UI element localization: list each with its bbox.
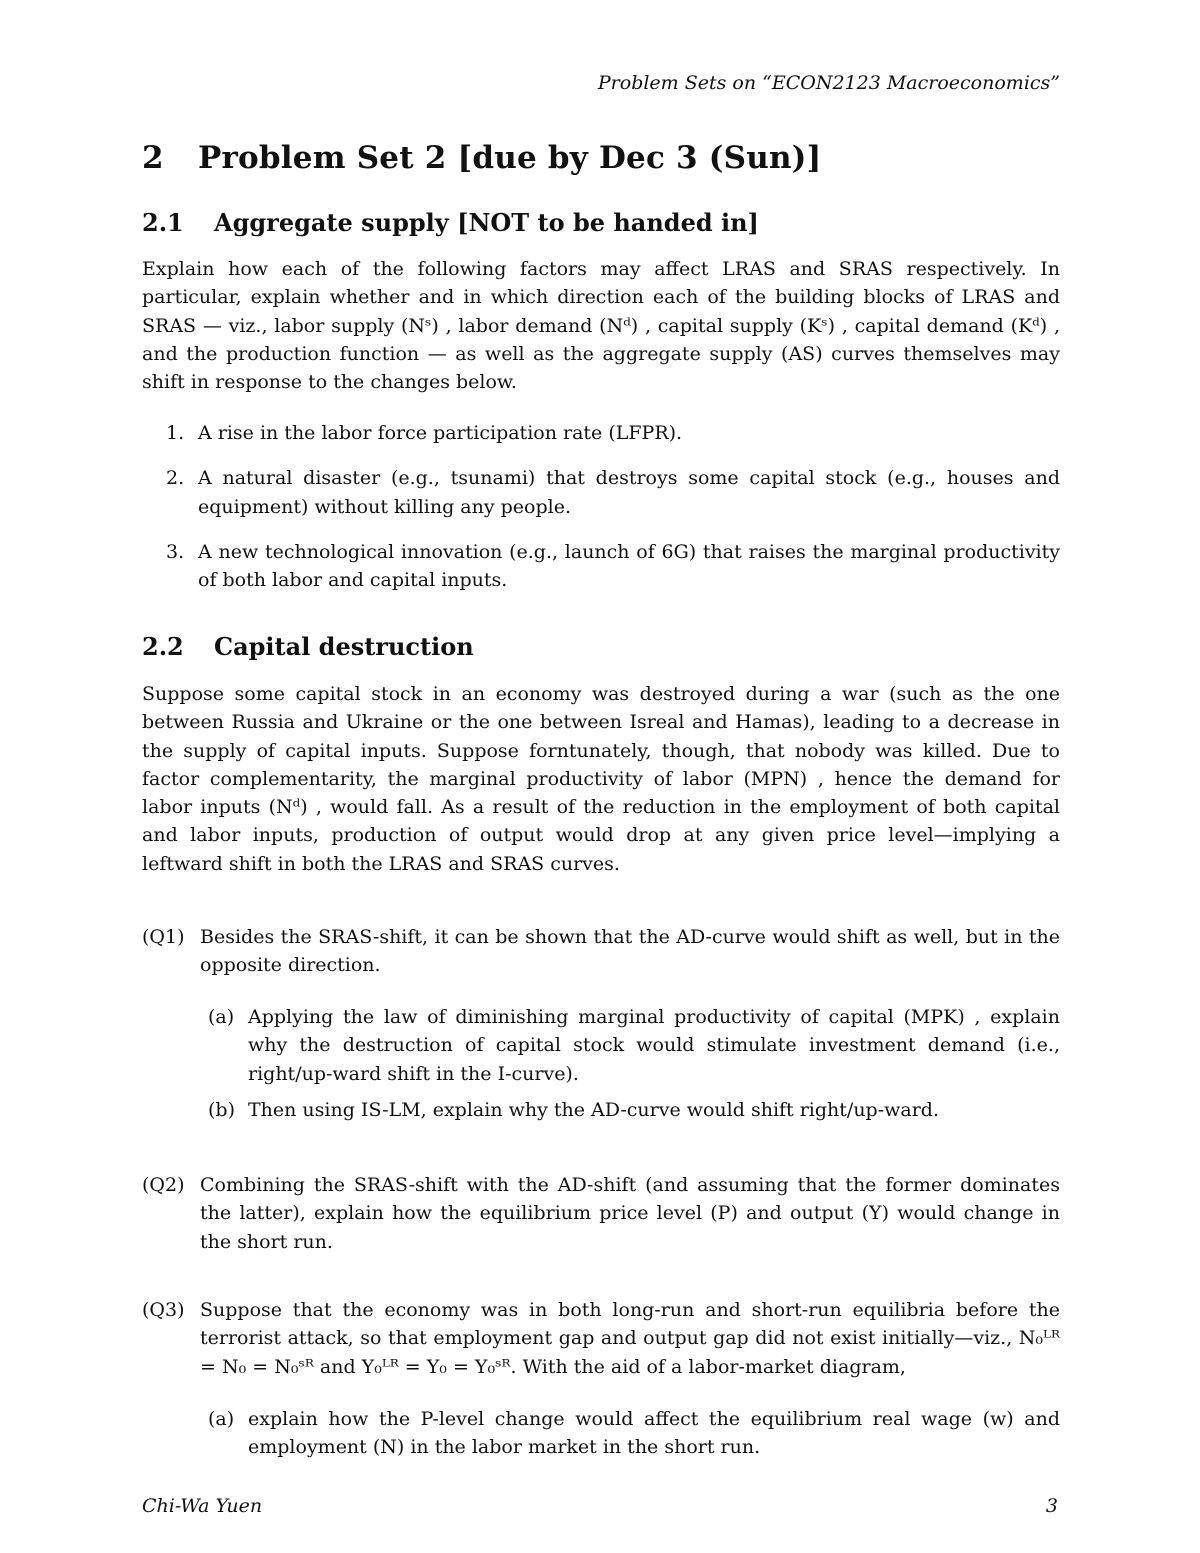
list-item	[142, 419, 1060, 447]
running-header: Problem Sets on “ECON2123 Macroeconomics”	[597, 72, 1060, 94]
subquestion-text: Then using IS-LM, explain why the AD-curve would shift right/up-ward.	[248, 1099, 940, 1121]
list-item-text: A natural disaster (e.g., tsunami) that destroys some capital stock (e.g., houses and equipment) without killing any people.	[198, 467, 1060, 518]
question-label: (Q2)	[142, 1174, 185, 1196]
footer-author: Chi-Wa Yuen	[142, 1495, 263, 1517]
section-number: 2.2	[142, 632, 184, 661]
question-q3-a	[208, 1405, 1060, 1462]
question-text: Suppose that the economy was in both long-run and short-run equilibria before the terrorist attack, so that employment gap and output gap did not exist initially—viz., N₀ᴸᴿ = N₀ = N₀ˢᴿ and Y₀ᴸᴿ = Y₀ = Y₀ˢᴿ. With the aid of a labor-market diagram,	[200, 1299, 1060, 1378]
subquestion-label: (a)	[208, 1006, 235, 1028]
factor-list	[142, 419, 1060, 611]
subquestion-label: (b)	[208, 1099, 235, 1121]
section-title: Aggregate supply [NOT to be handed in]	[214, 208, 759, 237]
chapter-number: 2	[142, 140, 164, 176]
question-text: Combining the SRAS-shift with the AD-shift (and assuming that the former dominates the latter), explain how the equilibrium price level (P) and output (Y) would change in the short run.	[200, 1174, 1060, 1253]
subquestion-text: Applying the law of diminishing marginal productivity of capital (MPK) , explain why the destruction of capital stock would stimulate investment demand (i.e., right/up-ward shift in the I-curve).	[248, 1006, 1060, 1085]
section-heading-2-2	[142, 632, 474, 661]
list-item	[142, 538, 1060, 595]
section-number: 2.1	[142, 208, 184, 237]
list-item	[142, 464, 1060, 521]
list-marker: 3.	[166, 540, 185, 563]
question-q1	[142, 923, 1060, 980]
section-2-1-intro: Explain how each of the following factors may affect LRAS and SRAS respectively. In particular, explain whether and in which direction each of the building blocks of LRAS and SRAS — viz., labor supply (Nˢ) , labor demand (Nᵈ) , capital supply (Kˢ) , capital demand (Kᵈ) , and the production function — as well as the aggregate supply (AS) curves themselves may shift in response to the changes below.	[142, 258, 1060, 394]
list-marker: 1.	[166, 422, 185, 444]
question-label: (Q1)	[142, 926, 185, 948]
section-title: Capital destruction	[214, 632, 474, 661]
subquestion-label: (a)	[208, 1408, 235, 1430]
page-number: 3	[1045, 1495, 1058, 1517]
subquestion-text: explain how the P-level change would affect the equilibrium real wage (w) and employment (N) in the labor market in the short run.	[248, 1408, 1060, 1459]
section-2-2-intro: Suppose some capital stock in an economy was destroyed during a war (such as the one between Russia and Ukraine or the one between Isreal and Hamas), leading to a decrease in the supply of capital inputs. Suppose forntunately, though, that nobody was killed. Due to factor complementarity, the marginal productivity of labor (MPN) , hence the demand for labor inputs (Nᵈ) , would fall. As a result of the reduction in the employment of both capital and labor inputs, production of output would drop at any given price level—implying a leftward shift in both the LRAS and SRAS curves.	[142, 683, 1060, 875]
question-label: (Q3)	[142, 1299, 185, 1321]
list-marker: 2.	[166, 467, 185, 490]
chapter-title: Problem Set 2 [due by Dec 3 (Sun)]	[198, 140, 822, 176]
chapter-heading	[142, 140, 821, 176]
question-q3	[142, 1296, 1060, 1381]
question-text: Besides the SRAS-shift, it can be shown that the AD-curve would shift as well, but in the opposite direction.	[200, 926, 1060, 977]
question-q1-a	[208, 1003, 1060, 1088]
section-heading-2-1	[142, 208, 759, 237]
list-item-text: A rise in the labor force participation rate (LFPR).	[198, 422, 683, 444]
question-q2	[142, 1171, 1060, 1256]
list-item-text: A new technological innovation (e.g., launch of 6G) that raises the marginal productivity of both labor and capital inputs.	[198, 540, 1060, 592]
question-q1-b	[208, 1096, 1060, 1124]
